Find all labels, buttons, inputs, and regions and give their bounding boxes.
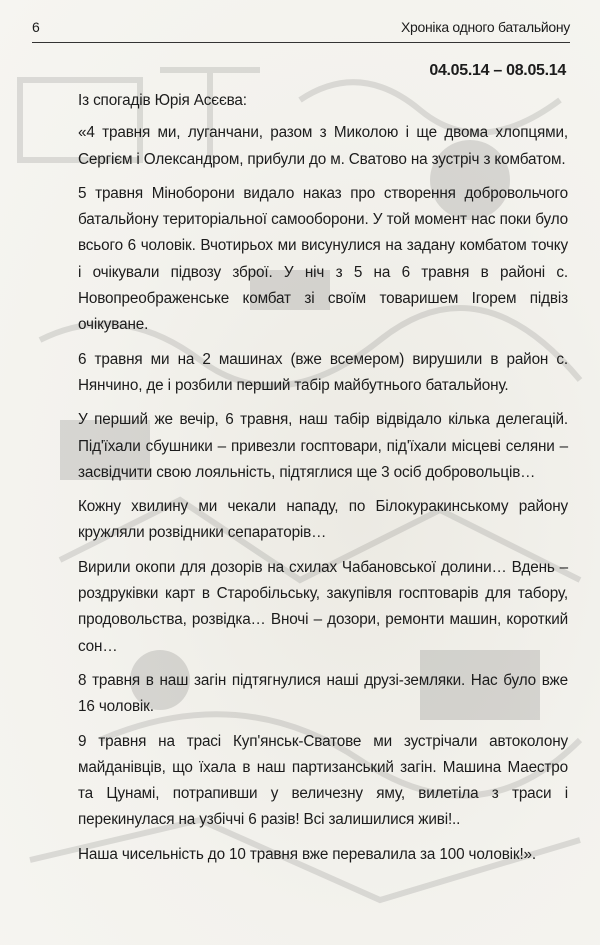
paragraph: Кожну хвилину ми чекали нападу, по Білокуракинському району кружляли розвідники сепараторів…	[78, 498, 568, 542]
memoir-intro: Із спогадів Юрія Асєєва:	[78, 92, 247, 109]
page-header	[32, 16, 570, 43]
running-title: Хроніка одного батальйону	[400, 19, 570, 35]
date-range: 04.05.14 – 08.05.14	[429, 62, 566, 79]
paragraph: 8 травня в наш загін підтягнулися наші друзі-земляки. Нас було вже 16 чоловік.	[78, 671, 568, 716]
page-number: 6	[32, 19, 40, 35]
paragraph: Наша чисельність до 10 травня вже перевалила за 100 чоловік!».	[78, 845, 537, 863]
paragraph: 6 травня ми на 2 машинах (вже всемером) вирушили в район с. Нянчино, де і розбили перший табір майбутнього батальйону.	[78, 350, 568, 394]
paragraph: «4 травня ми, луганчани, разом з Миколою і ще двома хлопцями, Сергієм і Олександром, прибули до м. Сватово на зустріч з комбатом.	[78, 124, 568, 168]
paragraph: Вирили окопи для дозорів на схилах Чабановської долини… Вдень – роздруківки карт в Старобільську, закупівля госптоварів для табору, продовольства, розвідка… Вночі – дозори, ремонти машин, короткий сон…	[78, 558, 568, 655]
article-body	[78, 88, 568, 876]
paragraph: У перший же вечір, 6 травня, наш табір відвідало кілька делегацій. Під'їхали сбушники – привезли госптовари, під'їхали місцеві селяни – засвідчити свою лояльність, підтяглися ще 3 осіб добровольців…	[78, 411, 568, 481]
paragraph: 5 травня Міноборони видало наказ про створення добровольчого батальйону територіальної самооборони. У той момент нас поки було всього 6 чоловік. Вчотирьох ми висунулися на задану комбатом точку і очікували підвозу зброї. У ніч з 5 на 6 травня в районі с. Новопреображенське комбат зі своїм товаришем Ігорем підвіз очікуване.	[78, 184, 568, 334]
paragraph: 9 травня на трасі Куп'янськ-Сватове ми зустрічали автоколону майданівців, що їхала в наш партизанський загін. Машина Маестро та Цунамі, потрапивши у величезну яму, вилетіла з траси і перекинулася на узбіччі 6 разів! Всі залишилися живі!..	[78, 732, 568, 829]
